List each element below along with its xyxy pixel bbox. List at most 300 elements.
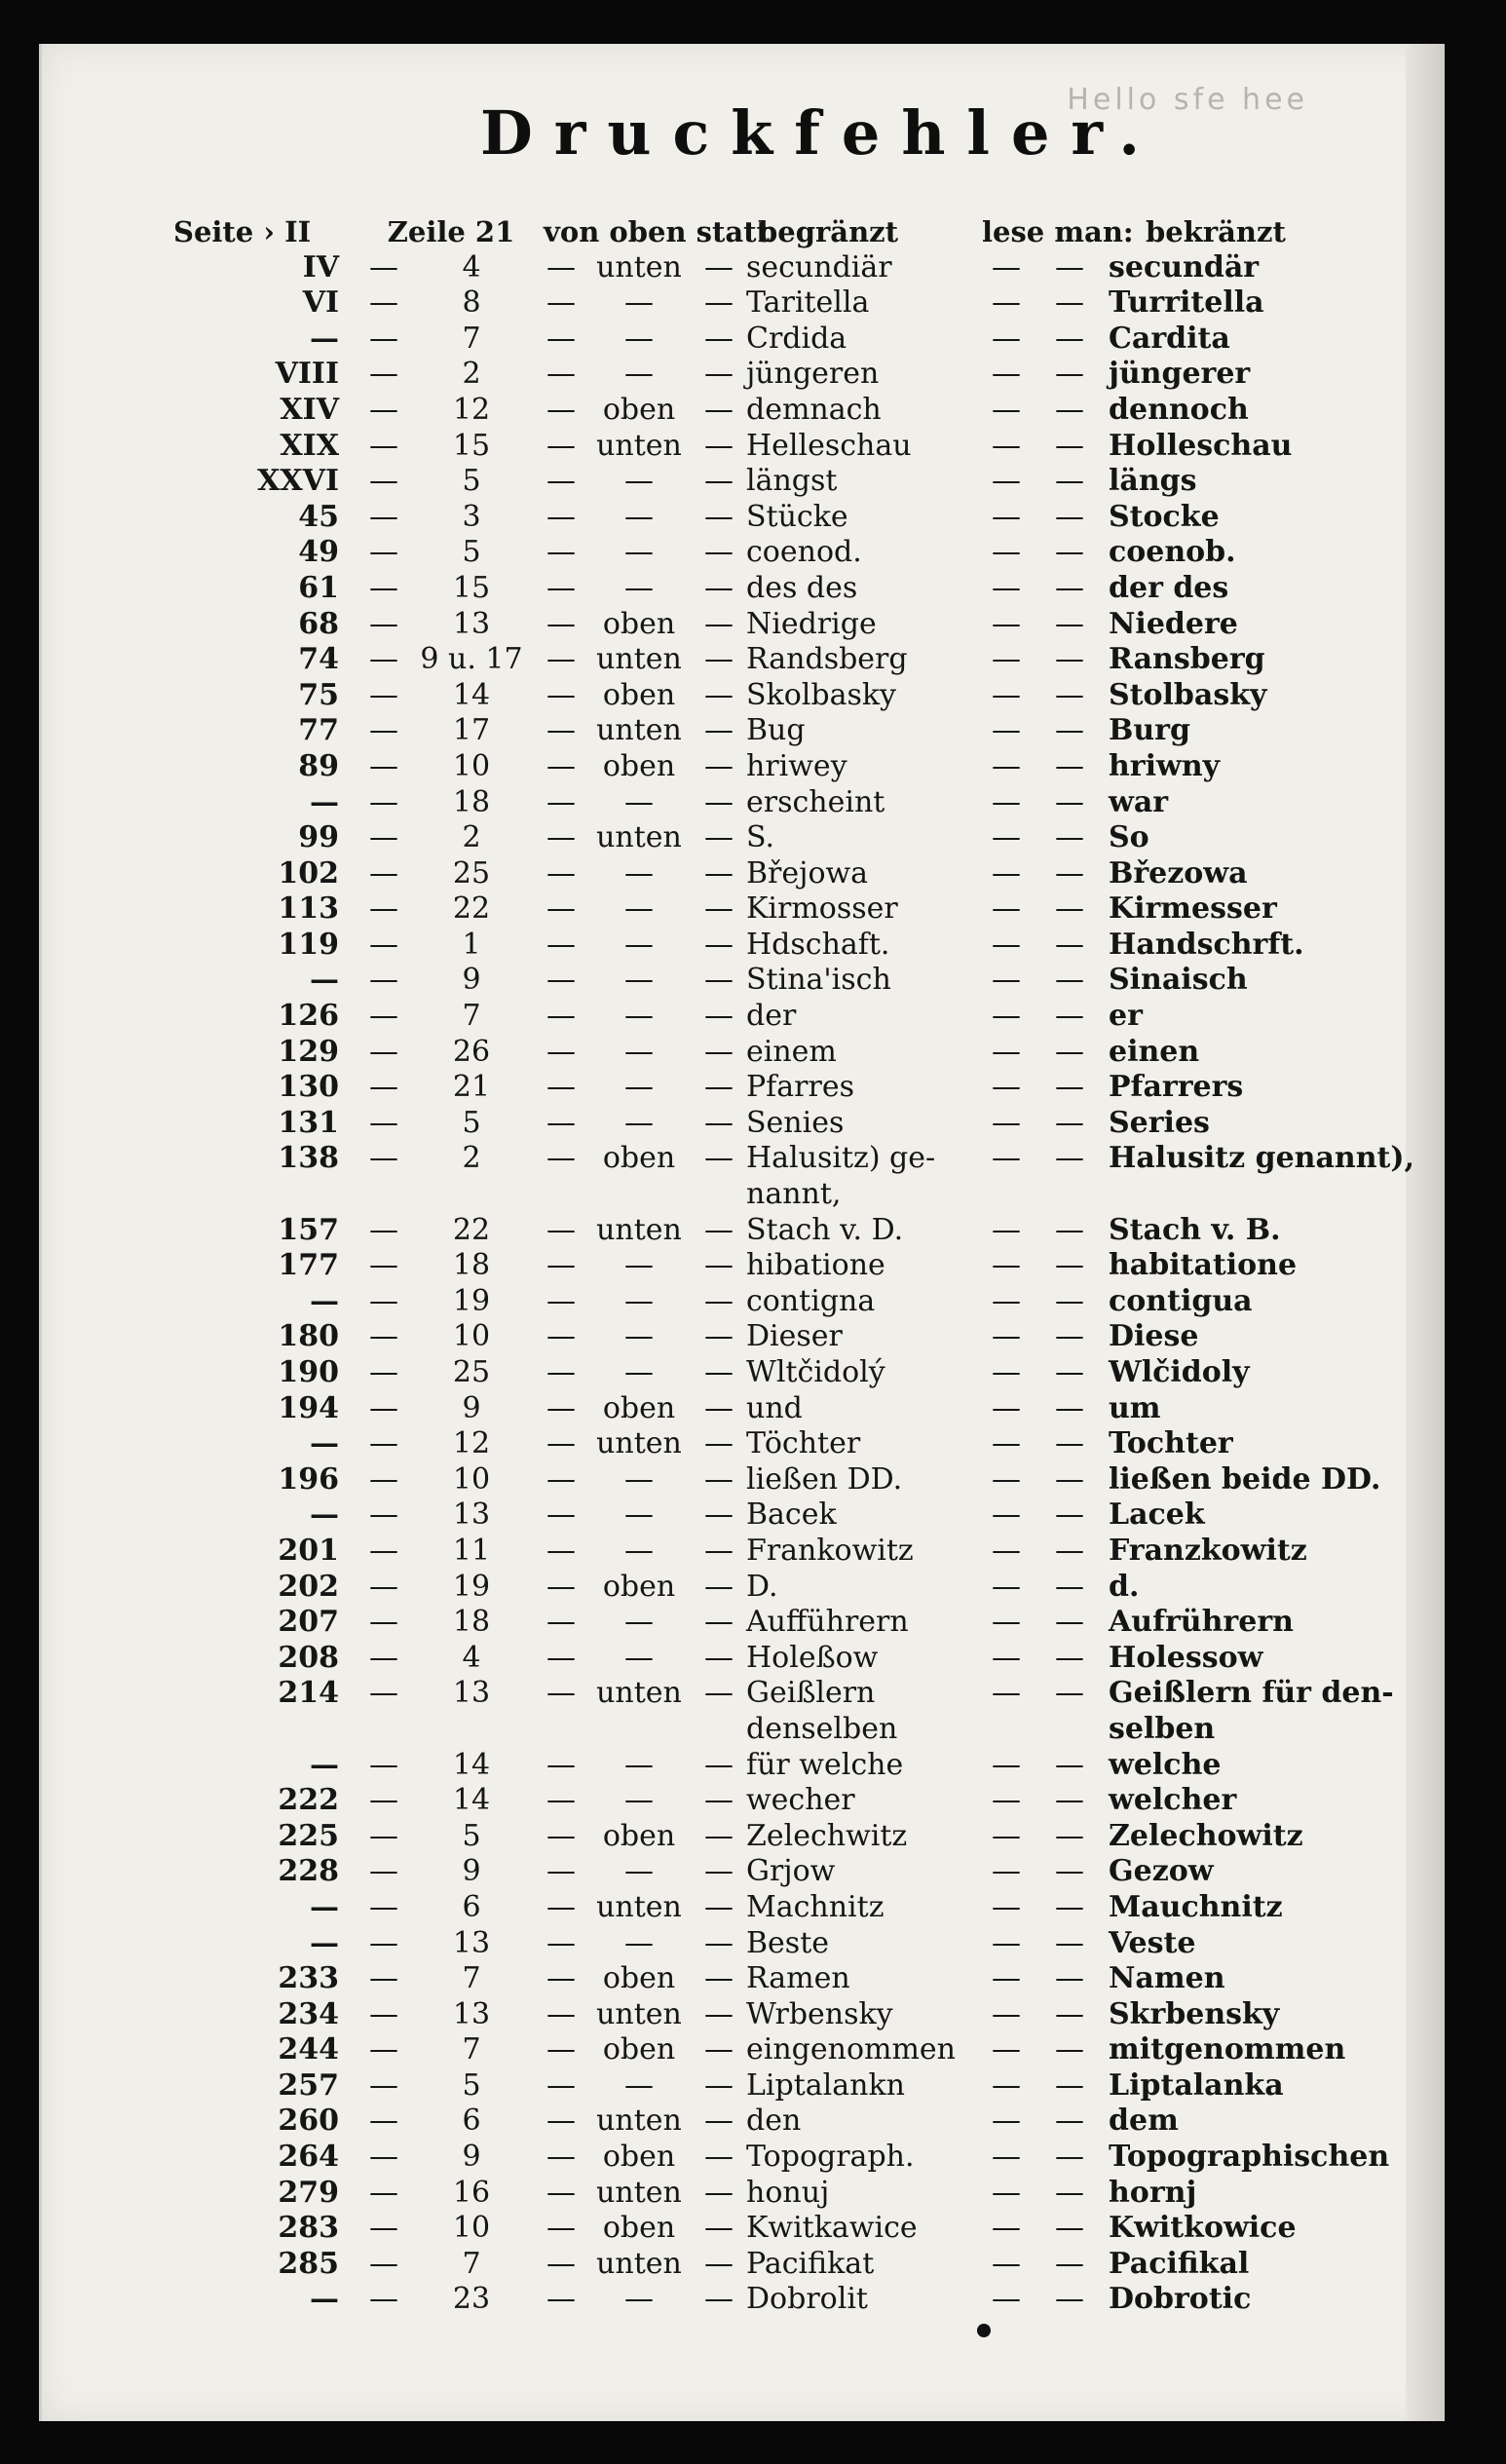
position-value: oben (602, 1818, 676, 1853)
dash: — (992, 428, 1021, 463)
dash: — (546, 1212, 576, 1247)
dash: — (992, 1818, 1021, 1853)
dash: — (1055, 784, 1084, 819)
dash: — (992, 1747, 1021, 1782)
page-number: — (310, 1925, 339, 1960)
table-row (173, 1534, 1401, 1570)
position-value: oben (602, 2211, 676, 2246)
table-row (173, 1070, 1401, 1106)
dash: — (546, 570, 576, 605)
wrong-value: secundiär (746, 249, 892, 284)
dash: — (1055, 927, 1084, 962)
dash: — (369, 1961, 398, 1996)
line-number: 7 (462, 1961, 481, 1996)
dash: — (1055, 2067, 1084, 2103)
dash: — (992, 1070, 1021, 1105)
table-row (173, 1854, 1401, 1890)
correction-value: So (1109, 820, 1149, 855)
dash: — (369, 1747, 398, 1782)
correction-value: Topographischen (1109, 2140, 1390, 2175)
dash: — (992, 1390, 1021, 1425)
dash: — (1055, 1533, 1084, 1568)
dash: — (369, 891, 398, 927)
table-row (173, 2211, 1401, 2247)
dash: — (992, 927, 1021, 962)
dash: — (992, 1533, 1021, 1568)
dash: — (1055, 1818, 1084, 1853)
dash: — (546, 748, 576, 783)
dash: — (546, 535, 576, 570)
line-number: 4 (462, 249, 481, 284)
dash: — (546, 2104, 576, 2139)
correction-value: Dobrotic (1109, 2282, 1252, 2317)
dash: — (1055, 1676, 1084, 1711)
wrong-value: Stach v. D. (746, 1212, 904, 1247)
position-value: — (624, 1248, 654, 1283)
page-number: 75 (298, 677, 339, 712)
wrong-value: der (746, 999, 797, 1034)
dash: — (369, 1818, 398, 1853)
dash: — (992, 1783, 1021, 1818)
table-row-continuation (173, 1712, 1401, 1748)
dash: — (369, 999, 398, 1034)
dash: — (546, 428, 576, 463)
correction-value: Halusitz genannt), (1109, 1141, 1415, 1176)
dash: — (1055, 642, 1084, 677)
page-number: 119 (278, 927, 339, 962)
dash: — (992, 2246, 1021, 2281)
position-value: — (624, 927, 654, 962)
dash: — (546, 1497, 576, 1533)
wrong-value: Stücke (746, 499, 848, 534)
wrong-value: Wrbensky (746, 1996, 893, 2031)
line-number: 10 (452, 1319, 491, 1354)
line-number: 9 (462, 1854, 481, 1889)
dash: — (369, 1605, 398, 1640)
dash: — (369, 748, 398, 783)
dash: — (1055, 713, 1084, 748)
page-number: 126 (278, 999, 339, 1034)
dash: — (1055, 535, 1084, 570)
dash: — (1055, 855, 1084, 891)
dash: — (992, 606, 1021, 641)
table-row (173, 1284, 1401, 1320)
dash: — (1055, 1640, 1084, 1675)
dash: — (992, 570, 1021, 605)
dash: — (704, 1533, 734, 1568)
correction-value: hornj (1109, 2175, 1197, 2210)
line-number: 3 (462, 499, 481, 534)
page-number: 68 (298, 606, 339, 641)
table-row (173, 2282, 1401, 2318)
correction-value: welcher (1109, 1783, 1237, 1818)
wrong-value: coenod. (746, 535, 862, 570)
dash: — (546, 1854, 576, 1889)
line-number: 5 (462, 1105, 481, 1140)
dash: — (546, 855, 576, 891)
table-row (173, 891, 1401, 928)
dash: — (1055, 428, 1084, 463)
position-value: unten (596, 428, 682, 463)
dash: — (369, 499, 398, 534)
table-row (173, 571, 1401, 607)
dash: — (369, 2282, 398, 2317)
dash: — (369, 927, 398, 962)
header-seite: Seite › II (173, 215, 312, 248)
dash: — (704, 748, 734, 783)
position-value: unten (596, 1996, 682, 2031)
table-row (173, 1248, 1401, 1284)
correction-value: Skrbensky (1109, 1996, 1280, 2031)
dash: — (546, 1889, 576, 1924)
dash: — (992, 392, 1021, 427)
correction-value: war (1109, 784, 1169, 819)
page-number: 207 (278, 1605, 339, 1640)
line-number: 9 u. 17 (420, 642, 523, 677)
dash: — (546, 642, 576, 677)
page-number: 233 (278, 1961, 339, 1996)
dash: — (369, 1070, 398, 1105)
table-row (173, 678, 1401, 714)
dash: — (546, 2140, 576, 2175)
dash: — (1055, 1605, 1084, 1640)
correction-value: dennoch (1109, 392, 1249, 427)
page-number: 130 (278, 1070, 339, 1105)
dash: — (1055, 1319, 1084, 1354)
wrong-value: Randsberg (746, 642, 908, 677)
correction-value: Sinaisch (1109, 963, 1248, 998)
dash: — (546, 2282, 576, 2317)
dash: — (369, 357, 398, 392)
table-row-continuation (173, 1177, 1401, 1213)
wrong-value: Pfarres (746, 1070, 855, 1105)
wrong-value: Töchter (746, 1426, 861, 1461)
position-value: unten (596, 642, 682, 677)
wrong-value: denselben (746, 1711, 898, 1746)
page-number: 138 (278, 1141, 339, 1176)
correction-value: der des (1109, 570, 1229, 605)
dash: — (369, 464, 398, 499)
dash: — (369, 1319, 398, 1354)
dash: — (704, 963, 734, 998)
table-row (173, 856, 1401, 892)
line-number: 22 (452, 891, 491, 927)
dash: — (704, 1390, 734, 1425)
page-number: XIV (280, 392, 339, 427)
wrong-value: Bacek (746, 1497, 837, 1533)
table-row (173, 963, 1401, 999)
table-row (173, 1319, 1401, 1355)
dash: — (704, 927, 734, 962)
dash: — (704, 1640, 734, 1675)
dash: — (369, 2211, 398, 2246)
dash: — (992, 855, 1021, 891)
position-value: unten (596, 1889, 682, 1924)
table-row (173, 928, 1401, 964)
dash: — (1055, 392, 1084, 427)
table-row (173, 1426, 1401, 1462)
dash: — (992, 1497, 1021, 1533)
page-number: — (310, 321, 339, 356)
dash: — (546, 713, 576, 748)
line-number: 10 (452, 748, 491, 783)
dash: — (992, 2282, 1021, 2317)
table-row (173, 535, 1401, 571)
dash: — (704, 677, 734, 712)
position-value: — (624, 1355, 654, 1389)
correction-value: einen (1109, 1034, 1200, 1069)
correction-value: selben (1109, 1711, 1216, 1746)
dash: — (369, 1141, 398, 1176)
dash: — (369, 2246, 398, 2281)
wrong-value: nannt, (746, 1177, 842, 1212)
position-value: — (624, 1070, 654, 1105)
line-number: 14 (452, 1783, 491, 1818)
line-number: 18 (452, 1605, 491, 1640)
dash: — (992, 285, 1021, 321)
line-number: 7 (462, 2032, 481, 2067)
dash: — (704, 1283, 734, 1318)
page-number: 264 (278, 2140, 339, 2175)
wrong-value: Senies (746, 1105, 845, 1140)
ink-dot (977, 2324, 991, 2337)
dash: — (1055, 321, 1084, 356)
position-value: unten (596, 1212, 682, 1247)
table-row (173, 1783, 1401, 1819)
dash: — (704, 1676, 734, 1711)
line-number: 13 (452, 1996, 491, 2031)
table-row (173, 607, 1401, 643)
position-value: — (624, 535, 654, 570)
dash: — (704, 464, 734, 499)
dash: — (546, 321, 576, 356)
dash: — (704, 1319, 734, 1354)
dash: — (1055, 2282, 1084, 2317)
position-value: — (624, 1283, 654, 1318)
page-number: 222 (278, 1783, 339, 1818)
wrong-value: contigna (746, 1283, 876, 1318)
dash: — (369, 820, 398, 855)
page-number: 89 (298, 748, 339, 783)
dash: — (704, 606, 734, 641)
dash: — (369, 713, 398, 748)
page-number: 285 (278, 2246, 339, 2281)
correction-value: Mauchnitz (1109, 1889, 1283, 1924)
table-row (173, 322, 1401, 358)
correction-value: Ransberg (1109, 642, 1265, 677)
header-right: bekränzt (1146, 215, 1286, 248)
table-row (173, 785, 1401, 821)
line-number: 14 (452, 677, 491, 712)
dash: — (546, 1070, 576, 1105)
correction-value: coenob. (1109, 535, 1236, 570)
dash: — (992, 2104, 1021, 2139)
dash: — (546, 927, 576, 962)
page-number: — (310, 784, 339, 819)
correction-value: Kwitkowice (1109, 2211, 1297, 2246)
correction-value: er (1109, 999, 1143, 1034)
correction-value: ließen beide DD. (1109, 1461, 1381, 1497)
dash: — (704, 1070, 734, 1105)
dash: — (704, 820, 734, 855)
position-value: — (624, 321, 654, 356)
wrong-value: honuj (746, 2175, 830, 2210)
dash: — (704, 1961, 734, 1996)
table-row (173, 1497, 1401, 1534)
wrong-value: und (746, 1390, 803, 1425)
correction-value: Stach v. B. (1109, 1212, 1281, 1247)
dash: — (704, 1461, 734, 1497)
correction-value: welche (1109, 1747, 1222, 1782)
dash: — (992, 677, 1021, 712)
dash: — (546, 1569, 576, 1604)
dash: — (1055, 1996, 1084, 2031)
dash: — (546, 1390, 576, 1425)
dash: — (992, 1283, 1021, 1318)
dash: — (1055, 357, 1084, 392)
page-number: 260 (278, 2104, 339, 2139)
position-value: — (624, 1533, 654, 1568)
line-number: 7 (462, 2246, 481, 2281)
wrong-value: Halusitz) ge- (746, 1141, 936, 1176)
dash: — (704, 1497, 734, 1533)
wrong-value: Kwitkawice (746, 2211, 918, 2246)
page-number: — (310, 2282, 339, 2317)
dash: — (992, 1676, 1021, 1711)
correction-value: Diese (1109, 1319, 1199, 1354)
table-row (173, 1462, 1401, 1498)
dash: — (369, 1497, 398, 1533)
dash: — (546, 285, 576, 321)
table-row (173, 820, 1401, 856)
dash: — (369, 392, 398, 427)
wrong-value: Ramen (746, 1961, 850, 1996)
table-row (173, 1355, 1401, 1391)
dash: — (704, 249, 734, 284)
dash: — (1055, 249, 1084, 284)
table-row (173, 464, 1401, 500)
dash: — (369, 1355, 398, 1389)
dash: — (1055, 1212, 1084, 1247)
table-row (173, 749, 1401, 785)
dash: — (369, 642, 398, 677)
wrong-value: den (746, 2104, 802, 2139)
page-number: 45 (298, 499, 339, 534)
dash: — (704, 1105, 734, 1140)
dash: — (704, 1034, 734, 1069)
page-number: 244 (278, 2032, 339, 2067)
wrong-value: Niedrige (746, 606, 877, 641)
correction-value: dem (1109, 2104, 1179, 2139)
page-number: — (310, 963, 339, 998)
wrong-value: des des (746, 570, 858, 605)
position-value: — (624, 1854, 654, 1889)
wrong-value: Helleschau (746, 428, 912, 463)
dash: — (369, 1105, 398, 1140)
page-number: 157 (278, 1212, 339, 1247)
wrong-value: Topograph. (746, 2140, 915, 2175)
wrong-value: Bug (746, 713, 806, 748)
dash: — (992, 1640, 1021, 1675)
dash: — (704, 2104, 734, 2139)
table-row (173, 2068, 1401, 2104)
dash: — (1055, 1034, 1084, 1069)
table-row (173, 1213, 1401, 1249)
line-number: 5 (462, 1818, 481, 1853)
dash: — (704, 1141, 734, 1176)
position-value: oben (602, 2140, 676, 2175)
dash: — (992, 2032, 1021, 2067)
dash: — (992, 2211, 1021, 2246)
correction-value: Veste (1109, 1925, 1196, 1960)
dash: — (704, 2282, 734, 2317)
dash: — (704, 428, 734, 463)
page-number: 177 (278, 1248, 339, 1283)
dash: — (704, 1818, 734, 1853)
dash: — (1055, 1925, 1084, 1960)
correction-value: hriwny (1109, 748, 1221, 783)
position-value: — (624, 1461, 654, 1497)
position-value: — (624, 357, 654, 392)
dash: — (1055, 1355, 1084, 1389)
position-value: unten (596, 1676, 682, 1711)
dash: — (546, 677, 576, 712)
dash: — (1055, 1141, 1084, 1176)
dash: — (369, 1783, 398, 1818)
position-value: — (624, 2067, 654, 2103)
wrong-value: Břejowa (746, 855, 869, 891)
page-number: 190 (278, 1355, 339, 1389)
dash: — (704, 1248, 734, 1283)
line-number: 6 (462, 2104, 481, 2139)
table-row (173, 2176, 1401, 2212)
dash: — (1055, 1497, 1084, 1533)
page-number: 99 (298, 820, 339, 855)
dash: — (1055, 2211, 1084, 2246)
dash: — (1055, 963, 1084, 998)
dash: — (546, 249, 576, 284)
position-value: — (624, 1747, 654, 1782)
dash: — (546, 2032, 576, 2067)
dash: — (546, 1533, 576, 1568)
dash: — (546, 1426, 576, 1461)
dash: — (992, 713, 1021, 748)
correction-value: Stocke (1109, 499, 1220, 534)
correction-value: Niedere (1109, 606, 1238, 641)
correction-value: Cardita (1109, 321, 1230, 356)
line-number: 19 (452, 1283, 491, 1318)
table-row (173, 1391, 1401, 1427)
dash: — (992, 1212, 1021, 1247)
dash: — (369, 963, 398, 998)
dash: — (369, 784, 398, 819)
line-number: 15 (452, 570, 491, 605)
table-row (173, 999, 1401, 1035)
correction-value: Lacek (1109, 1497, 1205, 1533)
wrong-value: erscheint (746, 784, 885, 819)
line-number: 9 (462, 2140, 481, 2175)
dash: — (369, 1212, 398, 1247)
dash: — (704, 1747, 734, 1782)
line-number: 25 (452, 1355, 491, 1389)
dash: — (704, 1996, 734, 2031)
dash: — (992, 1426, 1021, 1461)
line-number: 1 (462, 927, 481, 962)
position-value: unten (596, 713, 682, 748)
dash: — (704, 784, 734, 819)
wrong-value: Crdida (746, 321, 847, 356)
table-row (173, 1926, 1401, 1962)
